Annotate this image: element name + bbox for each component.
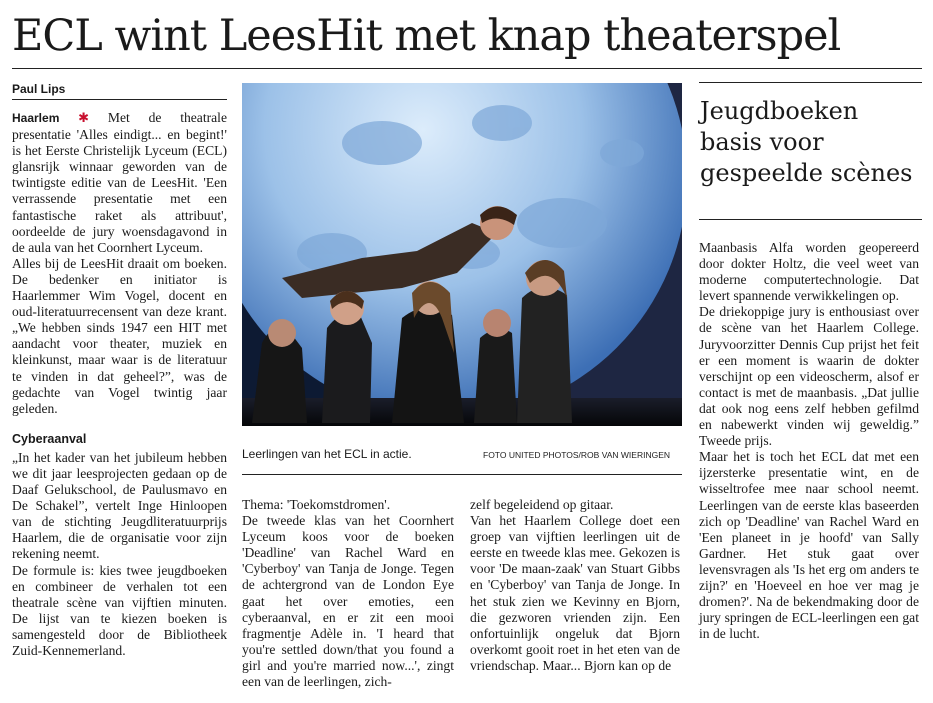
article-column-4 <box>699 240 919 642</box>
lead-paragraph <box>12 110 227 256</box>
article-photo <box>242 83 682 426</box>
article-headline: ECL wint LeesHit met knap theaterspel <box>12 11 841 61</box>
article-column-2 <box>242 497 454 690</box>
photo-credit: FOTO UNITED PHOTOS/ROB VAN WIERINGEN <box>483 450 671 460</box>
article-column-3 <box>470 497 680 674</box>
paragraph: Thema: 'Toekomstdromen'. <box>242 497 391 512</box>
paragraph: Maar het is toch het ECL dat met een ijzersterke presentatie wint, en de wisseltrofee mee naar school neemt. Leerlingen van de eerste klas baseerden zich op 'Deadline' van Rachel Ward en 'Een planeet in je hoofd' van Sally Gardner. Het stuk gaat over levensvragen als 'Is het erg om anders te zijn?' en 'Hoeveel en hoe ver mag je dromen?'. Na de bekendmaking door de jury springen de ECL-leerlingen een gat in de lucht. <box>699 449 919 642</box>
paragraph: Alles bij de LeesHit draait om boeken. De bedenker en initiator is Haarlemmer Wim Vogel, docent en oud-literatuurrecensent van deze krant. „We hebben sinds 1947 een HIT met aandacht voor theater, muziek en kleinkunst, maar waar is de literatuur te vinden in dat geheel?”, was de gedachte van Vogel twintig jaar geleden. <box>12 255 227 416</box>
paragraph: Van het Haarlem College doet een groep van vijftien leerlingen uit de eerste en tweede klas mee. Gekozen is voor 'De maan-zaak' van Stuart Gibbs en 'Cyberboy' van Tanja de Jonge. In het stuk zien we Kevinny en Bjorn, die gezworen vrienden zijn. Een onfortuinlijk ongeluk dat Bjorn overkomt gooit roet in het eten van de vriendschap. Maar... Bjorn kan op de <box>470 513 680 673</box>
pull-quote: Jeugdboeken basis voor gespeelde scènes <box>700 97 913 187</box>
paragraph: „In het kader van het jubileum hebben we dit jaar leesprojecten gedaan op de Daaf Gelukschool, de Paulusmavo en De Schakel”, vertelt Inge Hinloopen van de stichting Jeugdliteratuurprijs Haarlem, die de organisatie voor zijn rekening neemt. <box>12 449 227 562</box>
photo-illustration <box>242 83 682 426</box>
dateline-marker: ✱ <box>78 111 90 126</box>
lead-text: Met de theatrale presentatie 'Alles eindigt... en begint!' is het Eerste Christelijk Lyceum (ECL) glansrijk winnaar geworden van de twintigste editie van de LeesHit. 'Een verrassende presentatie met een fantastische raket als attribuut', oordeelde de jury woensdagavond in de aula van het Coornhert Lyceum. <box>12 110 227 255</box>
byline-rule <box>12 99 227 100</box>
article-column-1 <box>12 110 227 659</box>
paragraph: De tweede klas van het Coornhert Lyceum koos voor de boeken 'Deadline' van Rachel Ward en 'Cyberboy' van Tanja de Jonge. Tegen de achtergrond van de London Eye gaat het over emoties, een cyberaanval, en er zit een mooi fragmentje Adèle in. 'I heard that you're settled down/that you found a girl and you're married now...', zingt een van de leerlingen, zich- <box>242 513 454 690</box>
paragraph: Maanbasis Alfa worden geopereerd door dokter Holtz, die veel weet van moderne computertechnologie. Dat levert spannende verwikkelingen op. <box>699 240 919 304</box>
pullquote-rule-top <box>699 82 922 83</box>
paragraph: De driekoppige jury is enthousiast over de scène van het Haarlem College. Juryvoorzitter Dennis Cup prijst het feit er een moment is waarin de dokter verschijnt op een videoscherm, alsof er contact is met de maanbasis. „Dat jullie dat ook nog eens zelf hebben gefilmd en nabewerkt vinden wij geweldig.” Tweede prijs. <box>699 304 919 449</box>
byline: Paul Lips <box>12 82 66 96</box>
paragraph: zelf begeleidend op gitaar. <box>470 497 614 512</box>
paragraph: De formule is: kies twee jeugdboeken en combineer de verhalen tot een theatrale scène van vijftien minuten. De lijst van te kiezen boeken is samengesteld door de Bibliotheek Zuid-Kennemerland. <box>12 562 227 658</box>
photo-caption: Leerlingen van het ECL in actie. <box>242 447 412 461</box>
pullquote-rule-bottom <box>699 219 922 220</box>
headline-rule <box>12 68 922 69</box>
caption-rule <box>242 474 682 475</box>
dateline-location: Haarlem <box>12 111 60 125</box>
subheading: Cyberaanval <box>12 431 87 446</box>
